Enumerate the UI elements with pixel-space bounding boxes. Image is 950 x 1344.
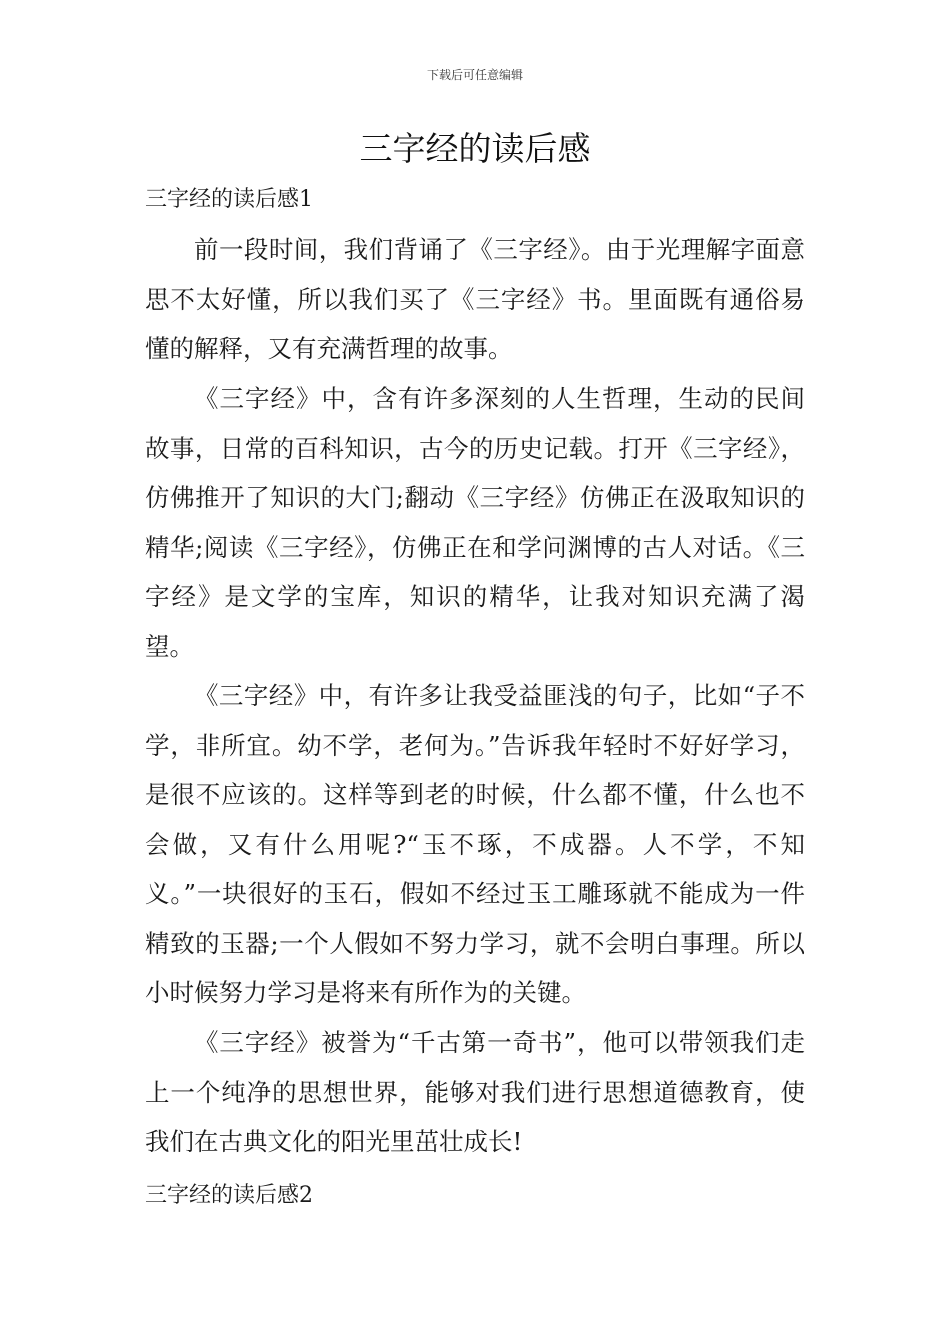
paragraph-1: 前一段时间，我们背诵了《三字经》。由于光理解字面意思不太好懂，所以我们买了《三字经》书。里面既有通俗易懂的解释，又有充满哲理的故事。 bbox=[145, 235, 805, 363]
paragraph-2: 《三字经》中，含有许多深刻的人生哲理，生动的民间故事，日常的百科知识，古今的历史记载。打开《三字经》，仿佛推开了知识的大门;翻动《三字经》仿佛正在汲取知识的精华;阅读《三字经》，仿佛正在和学问渊博的古人对话。《三字经》是文学的宝库，知识的精华，让我对知识充满了渴望。 bbox=[145, 384, 805, 661]
section-heading-1: 三字经的读后感1 bbox=[145, 187, 313, 212]
section-heading-2: 三字经的读后感2 bbox=[145, 1183, 313, 1208]
paragraph-4: 《三字经》被誉为“千古第一奇书”，他可以带领我们走上一个纯净的思想世界，能够对我们进行思想道德教育，使我们在古典文化的阳光里茁壮成长! bbox=[145, 1028, 805, 1156]
header-note: 下载后可任意编辑 bbox=[426, 68, 523, 82]
document-title: 三字经的读后感 bbox=[359, 129, 591, 168]
paragraph-3: 《三字经》中，有许多让我受益匪浅的句子，比如“子不学，非所宜。幼不学，老何为。”告诉我年轻时不好好学习，是很不应该的。这样等到老的时候，什么都不懂，什么也不会做，又有什么用呢?“玉不琢，不成器。人不学，不知义。”一块很好的玉石，假如不经过玉工雕琢就不能成为一件精致的玉器;一个人假如不努力学习，就不会明白事理。所以小时候努力学习是将来有所作为的关键。 bbox=[145, 681, 805, 1007]
